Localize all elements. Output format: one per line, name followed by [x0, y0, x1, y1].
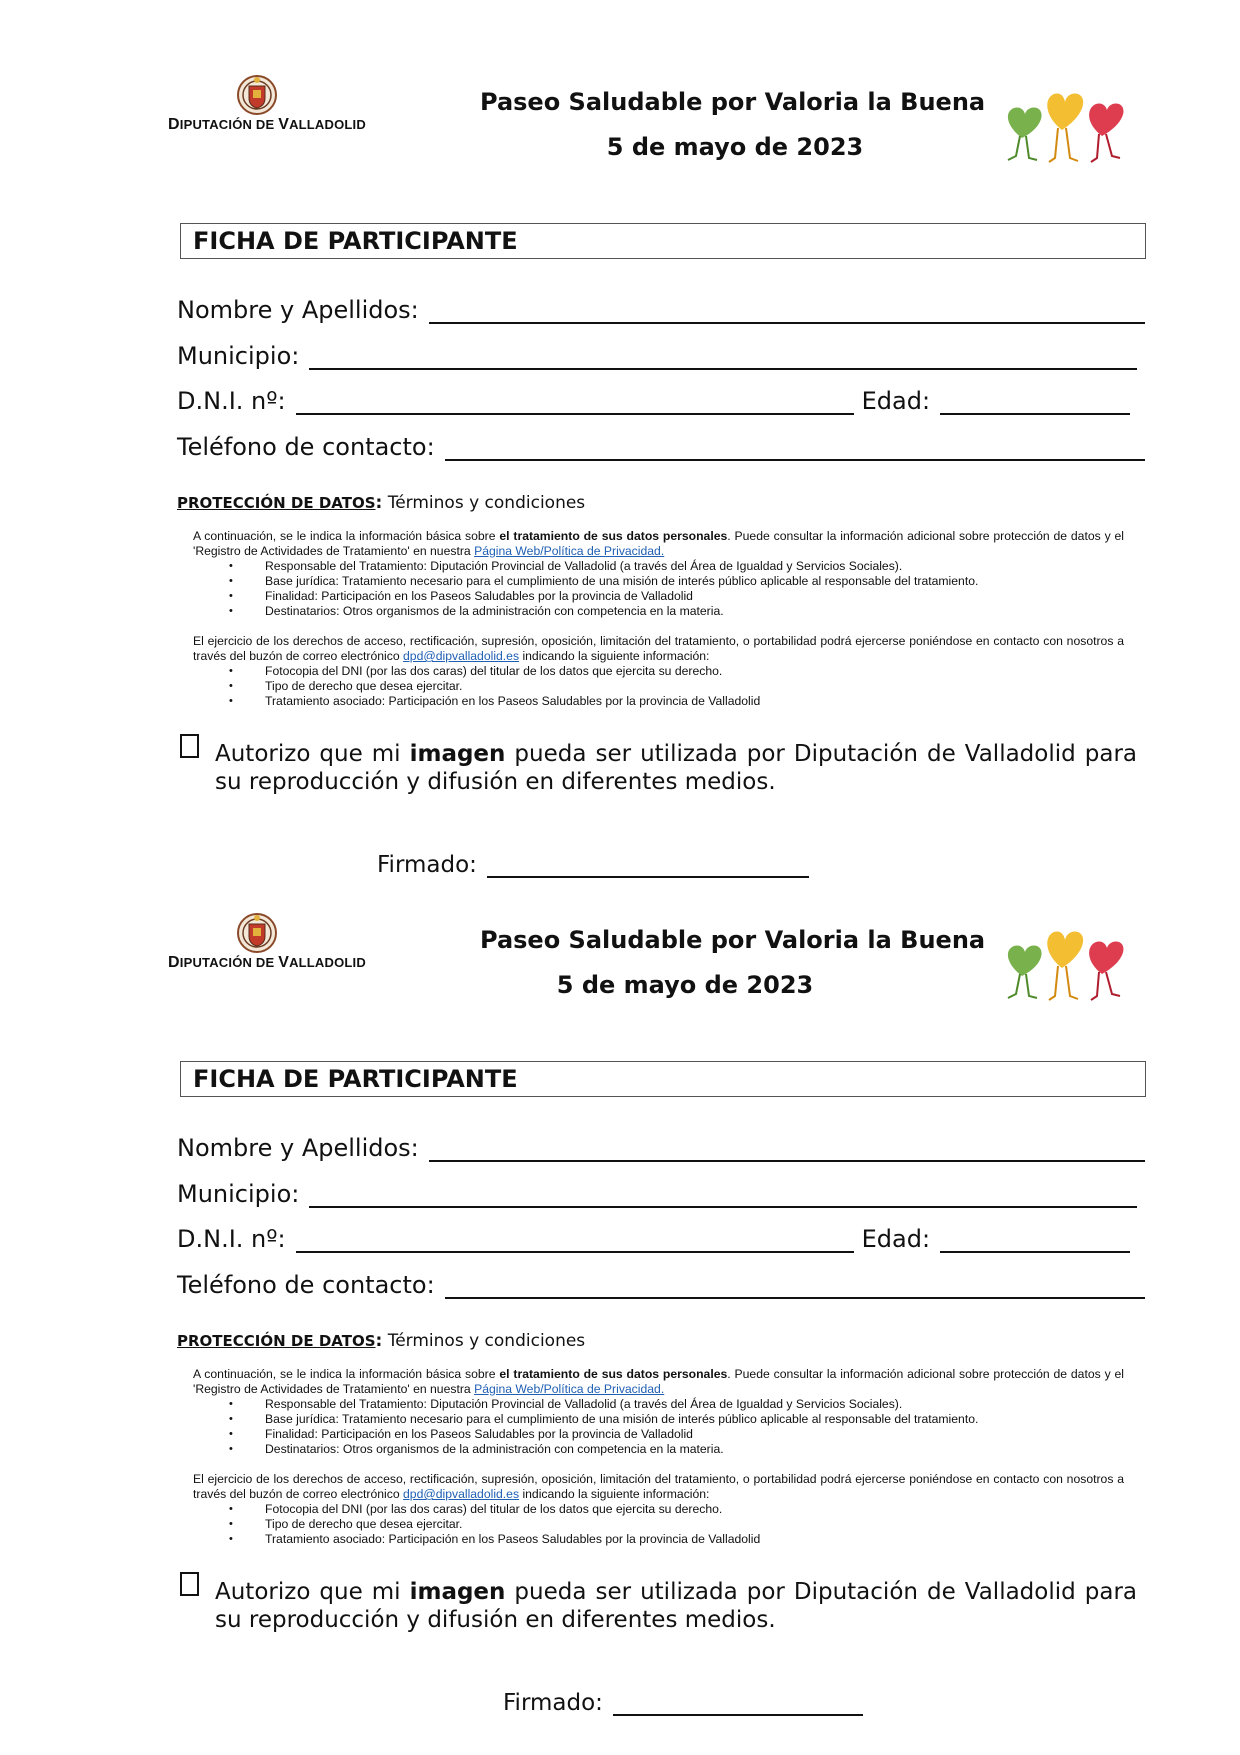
phone-label: Teléfono de contacto:	[177, 1271, 435, 1299]
list-item: • Base jurídica: Tratamiento necesario para el cumplimiento de una misión de interés público aplicable al responsable del tratamiento.	[265, 574, 1124, 589]
dpd-email-link[interactable]: dpd@dipvalladolid.es	[403, 649, 520, 663]
name-label: Nombre y Apellidos:	[177, 1134, 419, 1162]
municipality-label: Municipio:	[177, 342, 300, 370]
image-consent-checkbox[interactable]	[180, 1572, 199, 1596]
list-item: • Tipo de derecho que desea ejercitar.	[265, 1517, 1124, 1532]
list-item: • Responsable del Tratamiento: Diputación Provincial de Valladolid (a través del Área de Igualdad y Servicios Sociales).	[265, 559, 1124, 574]
name-input-line[interactable]	[429, 296, 1145, 324]
municipality-input-line[interactable]	[309, 342, 1137, 370]
list-item: • Finalidad: Participación en los Paseos Saludables por la provincia de Valladolid	[265, 1427, 1124, 1442]
rights-text: El ejercicio de los derechos de acceso, rectificación, supresión, oposición, limitación del tratamiento, o portabilidad podrá ejercerse poniéndose en contacto con nosotros a través del buzón de correo electrónico dpd@dipvalladolid.es indicando la siguiente información: • Fotocopia del DNI (por las dos caras) del titular de los datos que ejercita su derecho. • Tipo de derecho que desea ejercitar. • Tratamiento asociado: Participación en los Paseos Saludables por la provincia de Valladolid	[193, 1472, 1124, 1547]
municipality-input-line[interactable]	[309, 1180, 1137, 1208]
age-label: Edad:	[861, 1225, 931, 1253]
diputacion-logo	[168, 910, 366, 980]
list-item: • Tratamiento asociado: Participación en los Paseos Saludables por la provincia de Valladolid	[265, 1532, 1124, 1547]
privacy-policy-link[interactable]: Página Web/Política de Privacidad.	[474, 1382, 665, 1396]
name-input-line[interactable]	[429, 1134, 1145, 1162]
participant-sheet-heading: FICHA DE PARTICIPANTE	[180, 1061, 1146, 1097]
municipality-field[interactable]	[177, 1174, 1137, 1208]
name-label: Nombre y Apellidos:	[177, 296, 419, 324]
dni-field[interactable]	[177, 1219, 1130, 1253]
event-date: 5 de mayo de 2023	[556, 971, 814, 999]
walking-hearts-icon	[1000, 918, 1130, 1018]
coat-of-arms-icon	[236, 912, 278, 954]
age-input-line[interactable]	[940, 1225, 1130, 1253]
privacy-intro: A continuación, se le indica la información básica sobre el tratamiento de sus datos personales. Puede consultar la información adicional sobre protección de datos y el 'Registro de Actividades de Tratamiento' en nuestra Página Web/Política de Privacidad. • Responsable del Tratamiento: Diputación Provincial de Valladolid (a través del Área de Igualdad y Servicios Sociales). • Base jurídica: Tratamiento necesario para el cumplimiento de una misión de interés público aplicable al responsable del tratamiento. • Finalidad: Participación en los Paseos Saludables por la provincia de Valladolid • Destinatarios: Otros organismos de la administración con competencia en la materia.	[193, 1367, 1124, 1457]
phone-input-line[interactable]	[445, 1271, 1145, 1299]
phone-field[interactable]	[177, 427, 1145, 461]
municipality-field[interactable]	[177, 336, 1137, 370]
phone-input-line[interactable]	[445, 433, 1145, 461]
form-section-2	[0, 838, 1240, 1716]
list-item: • Destinatarios: Otros organismos de la administración con competencia en la materia.	[265, 1442, 1124, 1457]
rights-list	[193, 1502, 1124, 1547]
list-item: • Finalidad: Participación en los Paseos Saludables por la provincia de Valladolid	[265, 589, 1124, 604]
age-input-line[interactable]	[940, 387, 1130, 415]
data-protection-heading: PROTECCIÓN DE DATOS: Términos y condiciones	[177, 1331, 586, 1351]
phone-field[interactable]	[177, 1265, 1145, 1299]
dni-label: D.N.I. nº:	[177, 387, 286, 415]
privacy-list	[193, 559, 1124, 619]
municipality-label: Municipio:	[177, 1180, 300, 1208]
phone-label: Teléfono de contacto:	[177, 433, 435, 461]
dni-label: D.N.I. nº:	[177, 1225, 286, 1253]
data-protection-heading: PROTECCIÓN DE DATOS: Términos y condiciones	[177, 493, 586, 513]
rights-list	[193, 664, 1124, 709]
logo-text: DIPUTACIÓN DE VALLADOLID	[168, 116, 366, 133]
event-title: Paseo Saludable por Valoria la Buena	[480, 926, 986, 954]
diputacion-logo	[168, 72, 366, 142]
walking-hearts-icon	[1000, 80, 1130, 180]
signature-label: Firmado:	[503, 1690, 603, 1716]
signature-line[interactable]	[613, 1690, 863, 1716]
name-field[interactable]	[177, 1128, 1145, 1162]
event-title: Paseo Saludable por Valoria la Buena	[480, 88, 986, 116]
name-field[interactable]	[177, 290, 1145, 324]
list-item: • Tipo de derecho que desea ejercitar.	[265, 679, 1124, 694]
list-item: • Responsable del Tratamiento: Diputación Provincial de Valladolid (a través del Área de Igualdad y Servicios Sociales).	[265, 1397, 1124, 1412]
privacy-policy-link[interactable]: Página Web/Política de Privacidad.	[474, 544, 665, 558]
dpd-email-link[interactable]: dpd@dipvalladolid.es	[403, 1487, 520, 1501]
event-date: 5 de mayo de 2023	[606, 133, 864, 161]
image-consent-checkbox[interactable]	[180, 734, 199, 758]
participant-sheet-heading: FICHA DE PARTICIPANTE	[180, 223, 1146, 259]
logo-text: DIPUTACIÓN DE VALLADOLID	[168, 954, 366, 971]
coat-of-arms-icon	[236, 74, 278, 116]
signature-label: Firmado:	[377, 852, 477, 878]
age-label: Edad:	[861, 387, 931, 415]
list-item: • Fotocopia del DNI (por las dos caras) del titular de los datos que ejercita su derecho.	[265, 1502, 1124, 1517]
list-item: • Destinatarios: Otros organismos de la administración con competencia en la materia.	[265, 604, 1124, 619]
list-item: • Fotocopia del DNI (por las dos caras) del titular de los datos que ejercita su derecho.	[265, 664, 1124, 679]
list-item: • Base jurídica: Tratamiento necesario para el cumplimiento de una misión de interés público aplicable al responsable del tratamiento.	[265, 1412, 1124, 1427]
dni-input-line[interactable]	[296, 1225, 854, 1253]
list-item: • Tratamiento asociado: Participación en los Paseos Saludables por la provincia de Valladolid	[265, 694, 1124, 709]
rights-text: El ejercicio de los derechos de acceso, rectificación, supresión, oposición, limitación del tratamiento, o portabilidad podrá ejercerse poniéndose en contacto con nosotros a través del buzón de correo electrónico dpd@dipvalladolid.es indicando la siguiente información: • Fotocopia del DNI (por las dos caras) del titular de los datos que ejercita su derecho. • Tipo de derecho que desea ejercitar. • Tratamiento asociado: Participación en los Paseos Saludables por la provincia de Valladolid	[193, 634, 1124, 709]
dni-input-line[interactable]	[296, 387, 854, 415]
privacy-list	[193, 1397, 1124, 1457]
dni-field[interactable]	[177, 381, 1130, 415]
image-consent-text: Autorizo que mi imagen pueda ser utilizada por Diputación de Valladolid para su reproducción y difusión en diferentes medios.	[215, 741, 1137, 795]
privacy-intro: A continuación, se le indica la información básica sobre el tratamiento de sus datos personales. Puede consultar la información adicional sobre protección de datos y el 'Registro de Actividades de Tratamiento' en nuestra Página Web/Política de Privacidad. • Responsable del Tratamiento: Diputación Provincial de Valladolid (a través del Área de Igualdad y Servicios Sociales). • Base jurídica: Tratamiento necesario para el cumplimiento de una misión de interés público aplicable al responsable del tratamiento. • Finalidad: Participación en los Paseos Saludables por la provincia de Valladolid • Destinatarios: Otros organismos de la administración con competencia en la materia.	[193, 529, 1124, 619]
image-consent-text: Autorizo que mi imagen pueda ser utilizada por Diputación de Valladolid para su reproducción y difusión en diferentes medios.	[215, 1579, 1137, 1633]
signature-field[interactable]	[503, 1690, 863, 1716]
